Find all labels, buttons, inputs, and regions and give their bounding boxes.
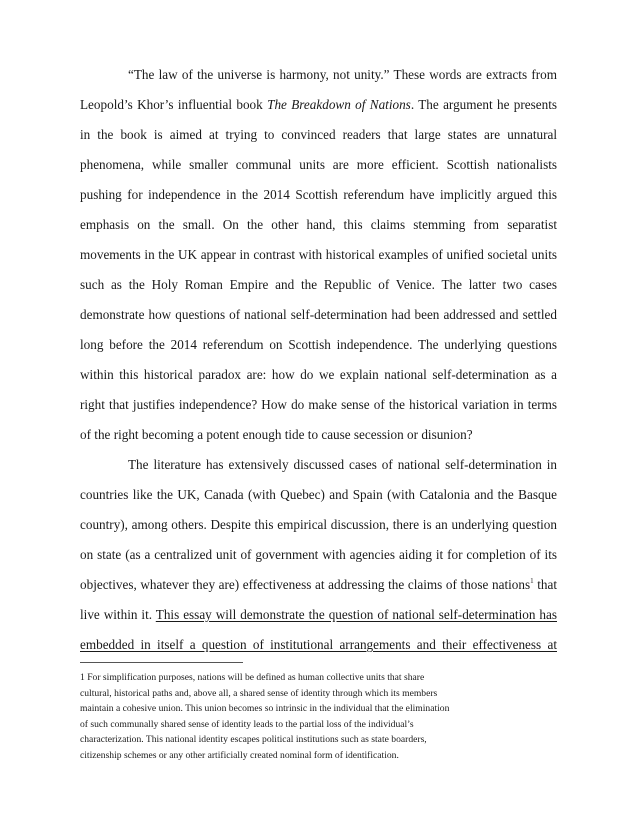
footnote-line: of such communally shared sense of identity leads to the partial loss of the individual’s <box>80 718 414 730</box>
footnote-marker: 1 <box>530 577 534 585</box>
paragraph-2-line: on state (as a centralized unit of government with agencies aiding it for completion of its <box>80 547 557 562</box>
paragraph-2-line <box>80 600 557 630</box>
thesis-statement: embedded in itself a question of institutional arrangements and their effectiveness at <box>80 637 557 652</box>
text-run: . The argument he presents <box>410 97 557 112</box>
footnote-line: cultural, historical paths and, above all, a shared sense of identity through which its members <box>80 687 438 699</box>
book-title: The Breakdown of Nations <box>267 97 411 112</box>
footnote-separator <box>80 662 243 663</box>
footnote-line: 1 For simplification purposes, nations will be defined as human collective units that share <box>80 672 425 683</box>
paragraph-1-line: in the book is aimed at trying to convinced readers that large states are unnatural <box>80 127 557 142</box>
text-run: that <box>533 577 557 592</box>
paragraph-1-line: movements in the UK appear in contrast with historical examples of unified societal units <box>80 247 557 262</box>
paragraph-2-line <box>80 570 557 600</box>
text-run: live within it. <box>80 607 156 622</box>
paragraph-2-line: countries like the UK, Canada (with Quebec) and Spain (with Catalonia and the Basque <box>80 487 557 502</box>
paragraph-1-line: “The law of the universe is harmony, not unity.” These words are extracts from <box>128 67 557 82</box>
paragraph-1-line: of the right becoming a potent enough tide to cause secession or disunion? <box>80 427 473 442</box>
text-run: Leopold’s Khor’s influential book <box>80 97 268 112</box>
text-run: objectives, whatever they are) effectiveness at addressing the claims of those nations <box>80 577 531 592</box>
footnote-line: citizenship schemes or any other artificially created nominal form of identification. <box>80 749 399 761</box>
paragraph-1-line: emphasis on the small. On the other hand, this claims stemming from separatist <box>80 217 557 232</box>
paragraph-1-line: demonstrate how questions of national self-determination had been addressed and settled <box>80 307 557 322</box>
paragraph-1-line: phenomena, while smaller communal units are more efficient. Scottish nationalists <box>80 157 557 172</box>
footnote-line: maintain a cohesive union. This union becomes so intrinsic in the individual that the elimination <box>80 703 450 714</box>
paragraph-2-line: country), among others. Despite this empirical discussion, there is an underlying question <box>80 517 557 532</box>
paragraph-1-line <box>80 90 557 120</box>
paragraph-1-line: long before the 2014 referendum on Scottish independence. The underlying questions <box>80 337 557 352</box>
footnote-line: characterization. This national identity escapes political institutions such as state boarders, <box>80 734 427 745</box>
paragraph-1-line: right that justifies independence? How do make sense of the historical variation in terms <box>80 397 557 412</box>
thesis-statement: This essay will demonstrate the question of national self-determination has <box>155 607 557 622</box>
paragraph-1-line: such as the Holy Roman Empire and the Republic of Venice. The latter two cases <box>80 277 557 292</box>
paragraph-2-line: The literature has extensively discussed cases of national self-determination in <box>128 457 557 472</box>
footnote <box>80 670 500 763</box>
paragraph-1-line: within this historical paradox are: how do we explain national self-determination as a <box>80 367 557 382</box>
body-text <box>80 60 557 660</box>
paragraph-1-line: pushing for independence in the 2014 Scottish referendum have implicitly argued this <box>80 187 557 202</box>
